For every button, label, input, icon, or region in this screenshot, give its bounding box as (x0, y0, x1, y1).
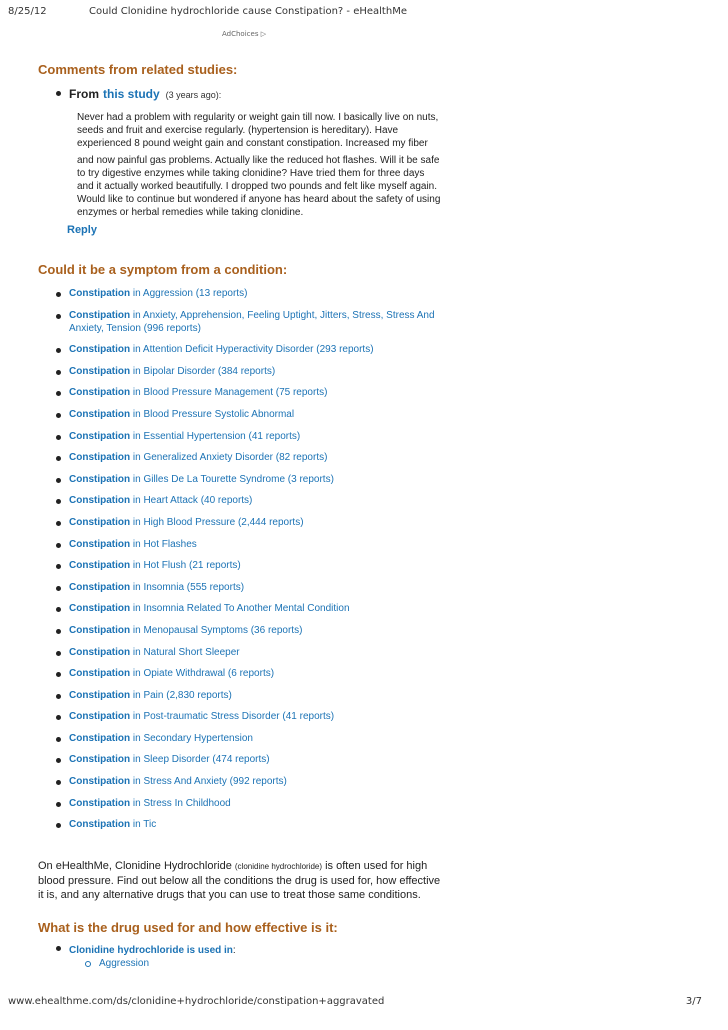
condition-link[interactable] (69, 667, 274, 680)
conditions-list (38, 287, 448, 831)
bullet-icon (56, 694, 61, 699)
bullet-icon (56, 370, 61, 375)
condition-link[interactable] (69, 732, 253, 745)
print-footer (0, 996, 728, 1016)
bullet-icon (56, 564, 61, 569)
condition-text: in Pain (2,830 reports) (132, 689, 232, 701)
condition-link[interactable] (69, 818, 156, 831)
condition-text: in High Blood Pressure (2,444 reports) (132, 516, 304, 528)
condition-list-item (56, 818, 451, 831)
bullet-icon (56, 758, 61, 763)
condition-text: in Post-traumatic Stress Disorder (41 reports) (132, 711, 335, 723)
symptom-name: Constipation (69, 603, 131, 615)
conditions-heading: Could it be a symptom from a condition: (38, 262, 288, 277)
condition-list-item (56, 667, 451, 680)
condition-link[interactable] (69, 538, 197, 551)
condition-list-item (56, 581, 451, 594)
subitem-label: Aggression (99, 958, 150, 970)
bullet-icon (56, 823, 61, 828)
condition-text: in Insomnia (555 reports) (132, 581, 245, 593)
bullet-icon (56, 413, 61, 418)
comments-section (38, 62, 448, 236)
symptom-name: Constipation (69, 797, 131, 809)
condition-link[interactable] (69, 343, 374, 356)
drug-used-link[interactable]: Clonidine hydrochloride is used in (69, 945, 233, 957)
bullet-icon (56, 499, 61, 504)
condition-text: in Anxiety, Apprehension, Feeling Uptight, Jitters, Stress, Stress And Anxiety, Tension (996 reports) (69, 309, 435, 334)
condition-link[interactable] (69, 287, 247, 300)
condition-link[interactable] (69, 753, 270, 766)
symptom-name: Constipation (69, 776, 131, 788)
condition-link[interactable] (69, 309, 451, 335)
condition-text: in Menopausal Symptoms (36 reports) (132, 624, 303, 636)
condition-link[interactable] (69, 646, 240, 659)
circle-bullet-icon (85, 961, 91, 967)
symptom-name: Constipation (69, 819, 131, 831)
condition-list-item (56, 309, 451, 335)
symptom-name: Constipation (69, 538, 131, 550)
condition-link[interactable] (69, 797, 231, 810)
condition-text: in Sleep Disorder (474 reports) (132, 754, 270, 766)
symptom-name: Constipation (69, 344, 131, 356)
condition-link[interactable] (69, 516, 304, 529)
symptom-name: Constipation (69, 732, 131, 744)
comment-body (77, 111, 442, 219)
condition-text: in Stress In Childhood (132, 797, 231, 809)
summary-text-2: is often used for high blood pressure. Find out below all the conditions the drug is used for, how effective it is, and any alternative drugs that you can use to treat those same conditions. (38, 860, 441, 902)
bullet-icon (56, 456, 61, 461)
condition-link[interactable] (69, 775, 287, 788)
condition-list-item (56, 451, 451, 464)
comment-text-2: and now painful gas problems. Actually like the reduced hot flashes. Will it be safe to try digestive enzymes while taking clonidine? Have tried them for three days and it actually worked beautifully. I dropped two pounds and felt like myself again. Would like to continue but wondered if anyone has heard about the safety of using enzymes or herbal remedies while taking clonidine. (77, 155, 441, 218)
condition-link[interactable] (69, 473, 334, 486)
symptom-name: Constipation (69, 365, 131, 377)
print-title: Could Clonidine hydrochloride cause Constipation? - eHealthMe (89, 6, 407, 17)
condition-list-item (56, 473, 451, 486)
symptom-name: Constipation (69, 624, 131, 636)
condition-list-item (56, 689, 451, 702)
ad-choices-snippet: AdChoices ▷ (222, 30, 267, 38)
print-date: 8/25/12 (8, 6, 47, 17)
condition-text: in Aggression (13 reports) (132, 288, 248, 299)
symptom-name: Constipation (69, 473, 131, 485)
condition-link[interactable] (69, 689, 232, 702)
condition-list-item (56, 365, 451, 378)
condition-list-item (56, 797, 451, 810)
drug-used-heading: What is the drug used for and how effective is it: (38, 920, 338, 936)
bullet-icon (56, 314, 61, 319)
condition-text: in Generalized Anxiety Disorder (82 reports) (132, 452, 328, 464)
condition-list-item (56, 624, 451, 637)
symptom-name: Constipation (69, 288, 131, 299)
condition-text: in Hot Flashes (132, 538, 197, 550)
symptom-name: Constipation (69, 495, 131, 507)
comment-text-1: Never had a problem with regularity or weight gain till now. I basically live on nuts, seeds and fruit and exercise regularly. (hypertension is hereditary). Have experienced 8 pound weight gain and constant constipation. Increased my fiber (77, 112, 439, 149)
condition-text: in Heart Attack (40 reports) (132, 495, 253, 507)
summary-text-1: On eHealthMe, Clonidine Hydrochloride (38, 860, 235, 873)
bullet-icon (56, 715, 61, 720)
reply-link[interactable]: Reply (67, 224, 97, 236)
condition-list-item (56, 516, 451, 529)
condition-text: in Insomnia Related To Another Mental Condition (132, 603, 350, 615)
symptom-name: Constipation (69, 430, 131, 442)
condition-list-item (56, 732, 451, 745)
condition-text: in Attention Deficit Hyperactivity Disorder (293 reports) (132, 344, 374, 356)
condition-text: in Secondary Hypertension (132, 732, 253, 744)
condition-text: in Gilles De La Tourette Syndrome (3 reports) (132, 473, 334, 485)
bullet-icon (56, 543, 61, 548)
condition-link[interactable] (69, 408, 294, 421)
condition-link[interactable] (69, 386, 327, 399)
condition-list-item (56, 430, 451, 443)
bullet-icon (56, 672, 61, 677)
condition-list-item (56, 287, 451, 300)
condition-text: in Tic (132, 819, 157, 831)
print-header (0, 0, 728, 40)
bullet-icon (56, 91, 61, 96)
condition-text: in Blood Pressure Management (75 reports) (132, 387, 328, 399)
bullet-icon (56, 780, 61, 785)
page-url: www.ehealthme.com/ds/clonidine+hydrochloride/constipation+aggravated (8, 996, 385, 1007)
comment-header (56, 87, 448, 101)
condition-link[interactable] (69, 494, 252, 507)
condition-list-item (56, 753, 451, 766)
comment-from-label: From (69, 87, 99, 101)
condition-link[interactable] (69, 559, 241, 572)
condition-list-item (56, 646, 451, 659)
summary-generic-name: (clonidine hydrochloride) (234, 862, 323, 872)
condition-text: in Stress And Anxiety (992 reports) (132, 776, 287, 788)
bullet-icon (56, 607, 61, 612)
symptom-name: Constipation (69, 516, 131, 528)
condition-list-item (56, 775, 451, 788)
symptom-name: Constipation (69, 711, 131, 723)
comments-heading: Comments from related studies: (38, 62, 238, 77)
condition-list-item (56, 343, 451, 356)
symptom-name: Constipation (69, 581, 131, 593)
condition-text: in Hot Flush (21 reports) (132, 560, 241, 572)
condition-list-item (56, 602, 451, 615)
condition-text: in Essential Hypertension (41 reports) (132, 430, 301, 442)
bullet-icon (56, 946, 61, 951)
bullet-icon (56, 348, 61, 353)
condition-link[interactable] (69, 624, 302, 637)
condition-link[interactable] (69, 430, 300, 443)
drug-used-colon: : (232, 945, 236, 957)
bullet-icon (56, 435, 61, 440)
bullet-icon (56, 586, 61, 591)
condition-link[interactable] (69, 710, 334, 723)
condition-text: in Natural Short Sleeper (132, 646, 240, 658)
condition-link[interactable] (69, 602, 350, 615)
study-link[interactable]: this study (103, 87, 160, 101)
comment-age: (3 years ago): (165, 90, 222, 100)
symptom-name: Constipation (69, 387, 131, 399)
bullet-icon (56, 737, 61, 742)
main-content (38, 62, 448, 969)
symptom-name: Constipation (69, 646, 131, 658)
bullet-icon (56, 391, 61, 396)
symptom-name: Constipation (69, 452, 131, 464)
conditions-section (38, 262, 448, 831)
condition-text: in Blood Pressure Systolic Abnormal (132, 408, 295, 420)
condition-link[interactable] (69, 581, 244, 594)
condition-list-item (56, 494, 451, 507)
condition-list-item (56, 408, 451, 421)
condition-link[interactable] (69, 365, 275, 378)
condition-list-item (56, 710, 451, 723)
drug-summary (38, 859, 448, 902)
page-number: 3/7 (685, 996, 702, 1007)
symptom-name: Constipation (69, 408, 131, 420)
symptom-name: Constipation (69, 309, 131, 321)
symptom-name: Constipation (69, 689, 131, 701)
drug-used-item (56, 945, 448, 956)
condition-text: in Bipolar Disorder (384 reports) (132, 365, 276, 377)
bullet-icon (56, 629, 61, 634)
condition-list-item (56, 538, 451, 551)
bullet-icon (56, 292, 61, 297)
condition-link[interactable] (69, 451, 327, 464)
symptom-name: Constipation (69, 754, 131, 766)
bullet-icon (56, 521, 61, 526)
condition-list-item (56, 559, 451, 572)
drug-used-section (38, 920, 448, 969)
condition-text: in Opiate Withdrawal (6 reports) (132, 668, 275, 680)
symptom-name: Constipation (69, 668, 131, 680)
drug-used-subitem[interactable] (85, 958, 448, 969)
symptom-name: Constipation (69, 560, 131, 572)
bullet-icon (56, 802, 61, 807)
bullet-icon (56, 651, 61, 656)
condition-list-item (56, 386, 451, 399)
bullet-icon (56, 478, 61, 483)
